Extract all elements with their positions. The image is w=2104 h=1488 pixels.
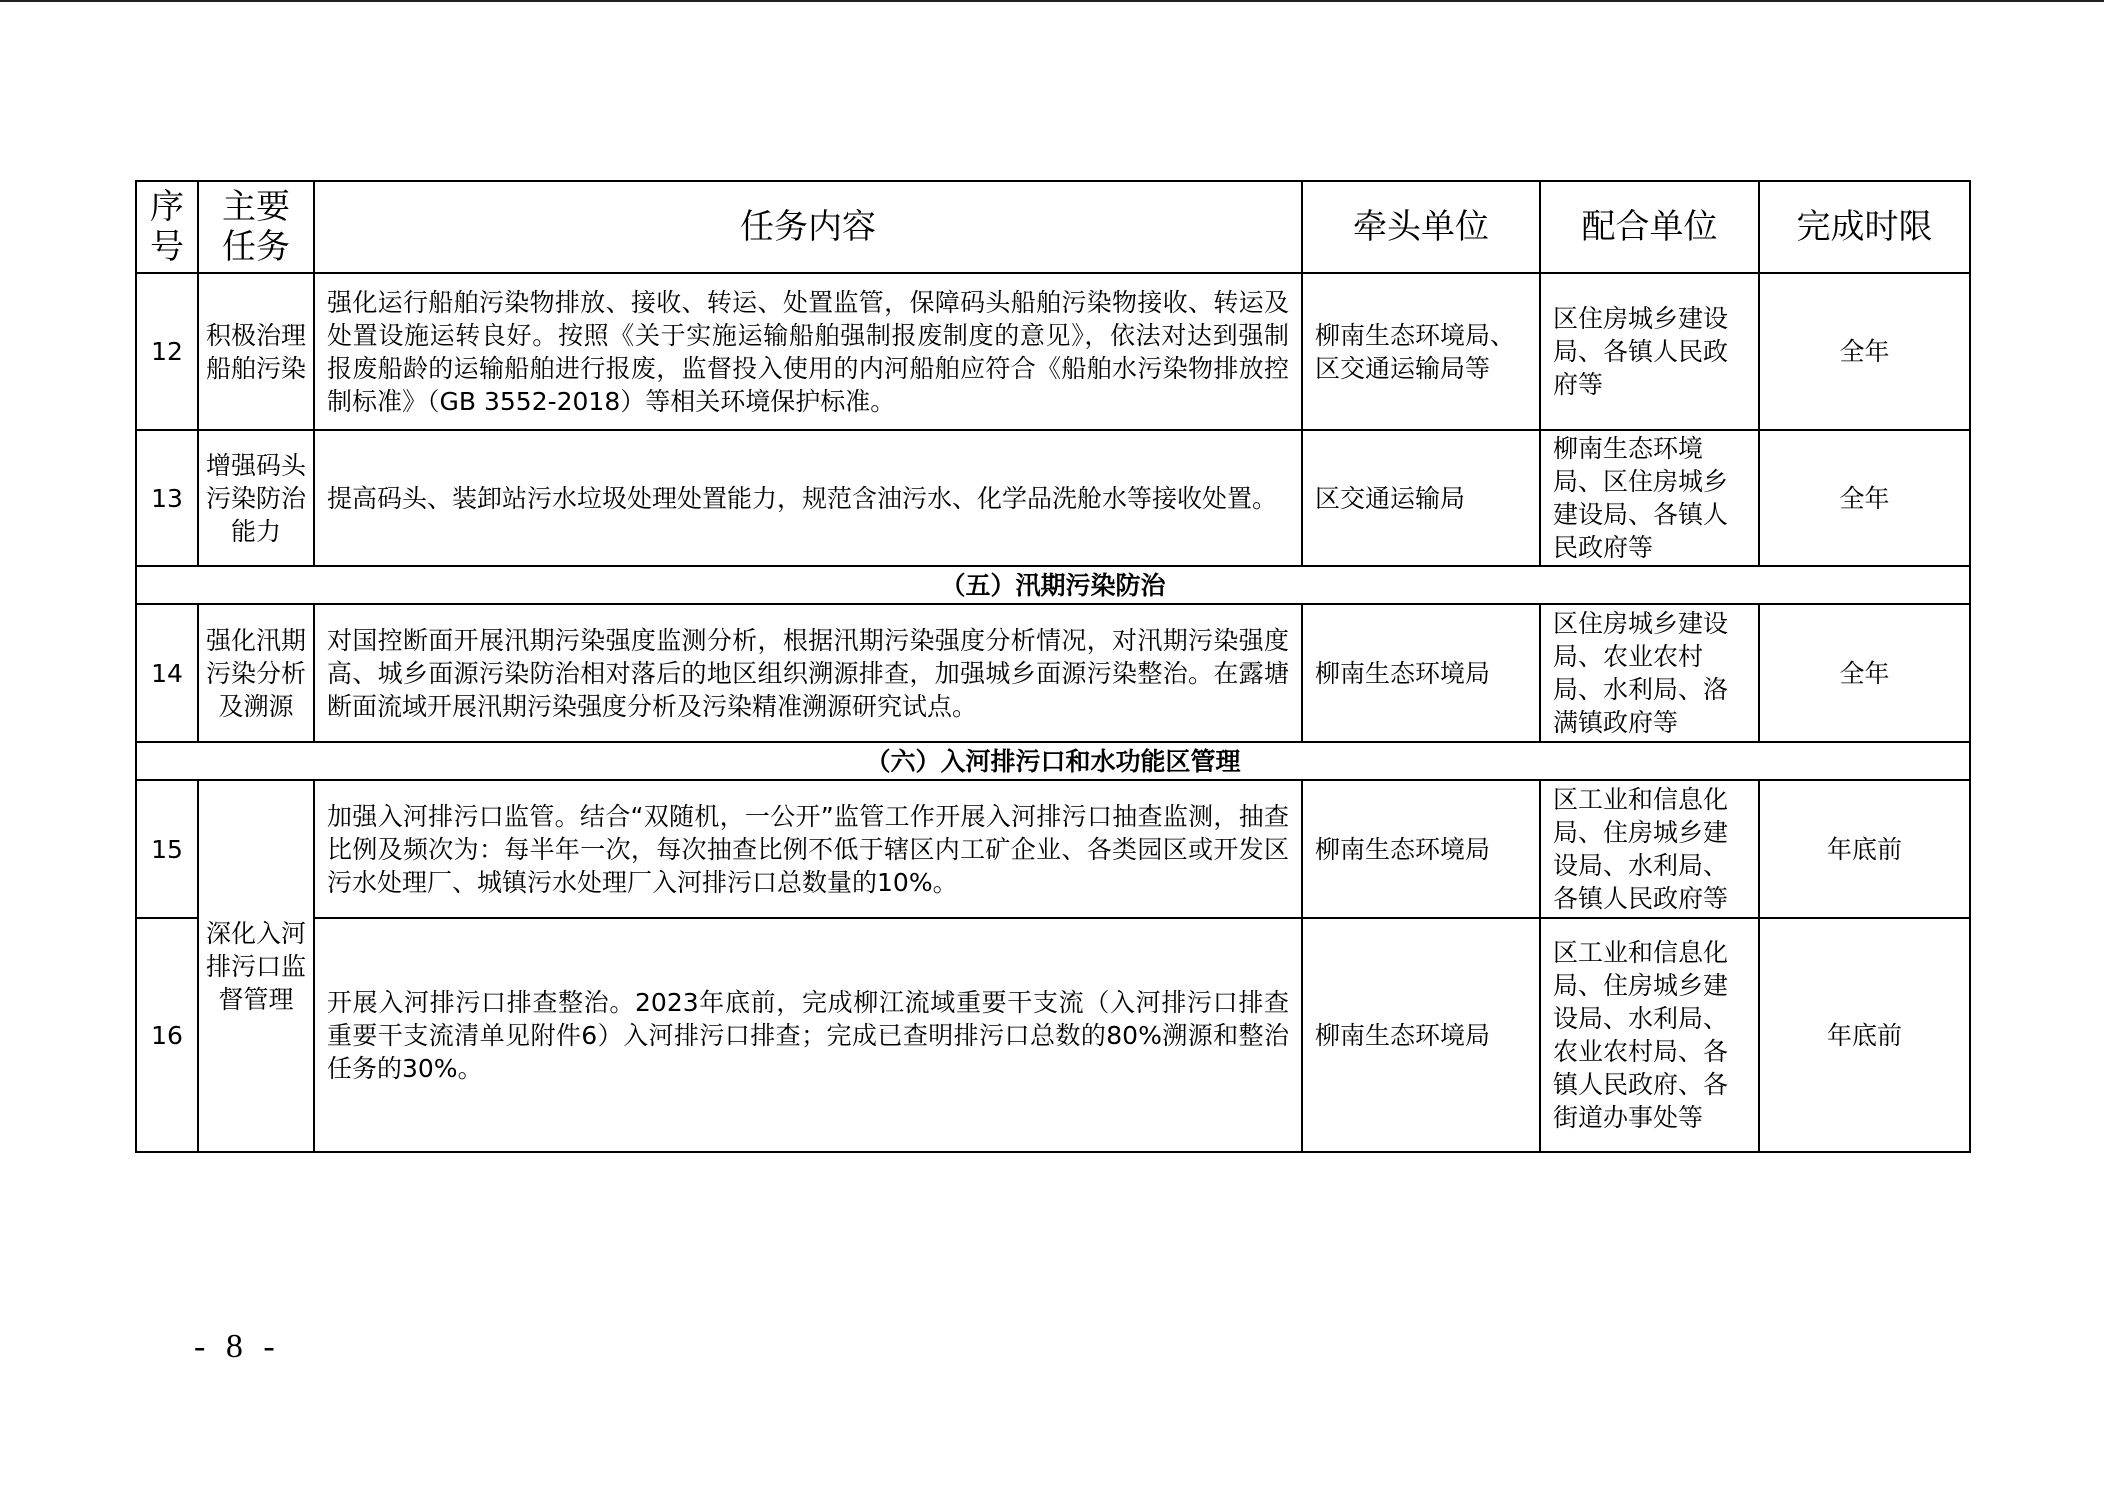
row-task: 深化入河排污口监督管理 [198, 780, 314, 1152]
table-row [136, 273, 1970, 430]
row-lead: 柳南生态环境局 [1302, 918, 1540, 1152]
table-row [136, 780, 1970, 918]
row-content: 对国控断面开展汛期污染强度监测分析，根据汛期污染强度分析情况，对汛期污染强度高、城乡面源污染防治相对落后的地区组织溯源排查，加强城乡面源污染整治。在露塘断面流域开展汛期污染强度分析及污染精准溯源研究试点。 [314, 604, 1302, 742]
row-deadline: 全年 [1759, 273, 1970, 430]
section-row [136, 742, 1970, 780]
row-task: 强化汛期污染分析及溯源 [198, 604, 314, 742]
row-support: 区住房城乡建设局、各镇人民政府等 [1540, 273, 1759, 430]
section-heading: （六）入河排污口和水功能区管理 [136, 742, 1970, 780]
row-deadline: 年底前 [1759, 918, 1970, 1152]
table-row [136, 430, 1970, 566]
row-lead: 柳南生态环境局 [1302, 604, 1540, 742]
header-support: 配合单位 [1540, 181, 1759, 273]
section-row [136, 566, 1970, 604]
table-row [136, 918, 1970, 1152]
header-lead: 牵头单位 [1302, 181, 1540, 273]
row-seq: 14 [136, 604, 198, 742]
task-table [135, 180, 1971, 1153]
row-seq: 16 [136, 918, 198, 1152]
row-deadline: 全年 [1759, 604, 1970, 742]
header-content: 任务内容 [314, 181, 1302, 273]
header-deadline: 完成时限 [1759, 181, 1970, 273]
row-task: 积极治理船舶污染 [198, 273, 314, 430]
page-number: - 8 - [194, 1328, 281, 1365]
table-row [136, 604, 1970, 742]
row-task: 增强码头污染防治能力 [198, 430, 314, 566]
row-content: 提高码头、装卸站污水垃圾处理处置能力，规范含油污水、化学品洗舱水等接收处置。 [314, 430, 1302, 566]
row-support: 柳南生态环境局、区住房城乡建设局、各镇人民政府等 [1540, 430, 1759, 566]
row-lead: 区交通运输局 [1302, 430, 1540, 566]
row-content: 加强入河排污口监管。结合“双随机，一公开”监管工作开展入河排污口抽查监测，抽查比例及频次为：每半年一次，每次抽查比例不低于辖区内工矿企业、各类园区或开发区污水处理厂、城镇污水处理厂入河排污口总数量的10%。 [314, 780, 1302, 918]
row-content: 开展入河排污口排查整治。2023年底前，完成柳江流域重要干支流（入河排污口排查重要干支流清单见附件6）入河排污口排查；完成已查明排污口总数的80%溯源和整治任务的30%。 [314, 918, 1302, 1152]
row-support: 区工业和信息化局、住房城乡建设局、水利局、各镇人民政府等 [1540, 780, 1759, 918]
row-lead: 柳南生态环境局、区交通运输局等 [1302, 273, 1540, 430]
row-deadline: 全年 [1759, 430, 1970, 566]
row-content: 强化运行船舶污染物排放、接收、转运、处置监管，保障码头船舶污染物接收、转运及处置设施运转良好。按照《关于实施运输船舶强制报废制度的意见》，依法对达到强制报废船龄的运输船舶进行报废，监督投入使用的内河船舶应符合《船舶水污染物排放控制标准》（GB 3552-2018）等相关环境保护标准。 [314, 273, 1302, 430]
row-lead: 柳南生态环境局 [1302, 780, 1540, 918]
page-top-rule [0, 0, 2104, 2]
row-support: 区工业和信息化局、住房城乡建设局、水利局、农业农村局、各镇人民政府、各街道办事处等 [1540, 918, 1759, 1152]
row-seq: 13 [136, 430, 198, 566]
header-seq: 序号 [136, 181, 198, 273]
section-heading: （五）汛期污染防治 [136, 566, 1970, 604]
table-header-row [136, 181, 1970, 273]
row-support: 区住房城乡建设局、农业农村局、水利局、洛满镇政府等 [1540, 604, 1759, 742]
row-seq: 15 [136, 780, 198, 918]
header-task: 主要任务 [198, 181, 314, 273]
row-deadline: 年底前 [1759, 780, 1970, 918]
row-seq: 12 [136, 273, 198, 430]
